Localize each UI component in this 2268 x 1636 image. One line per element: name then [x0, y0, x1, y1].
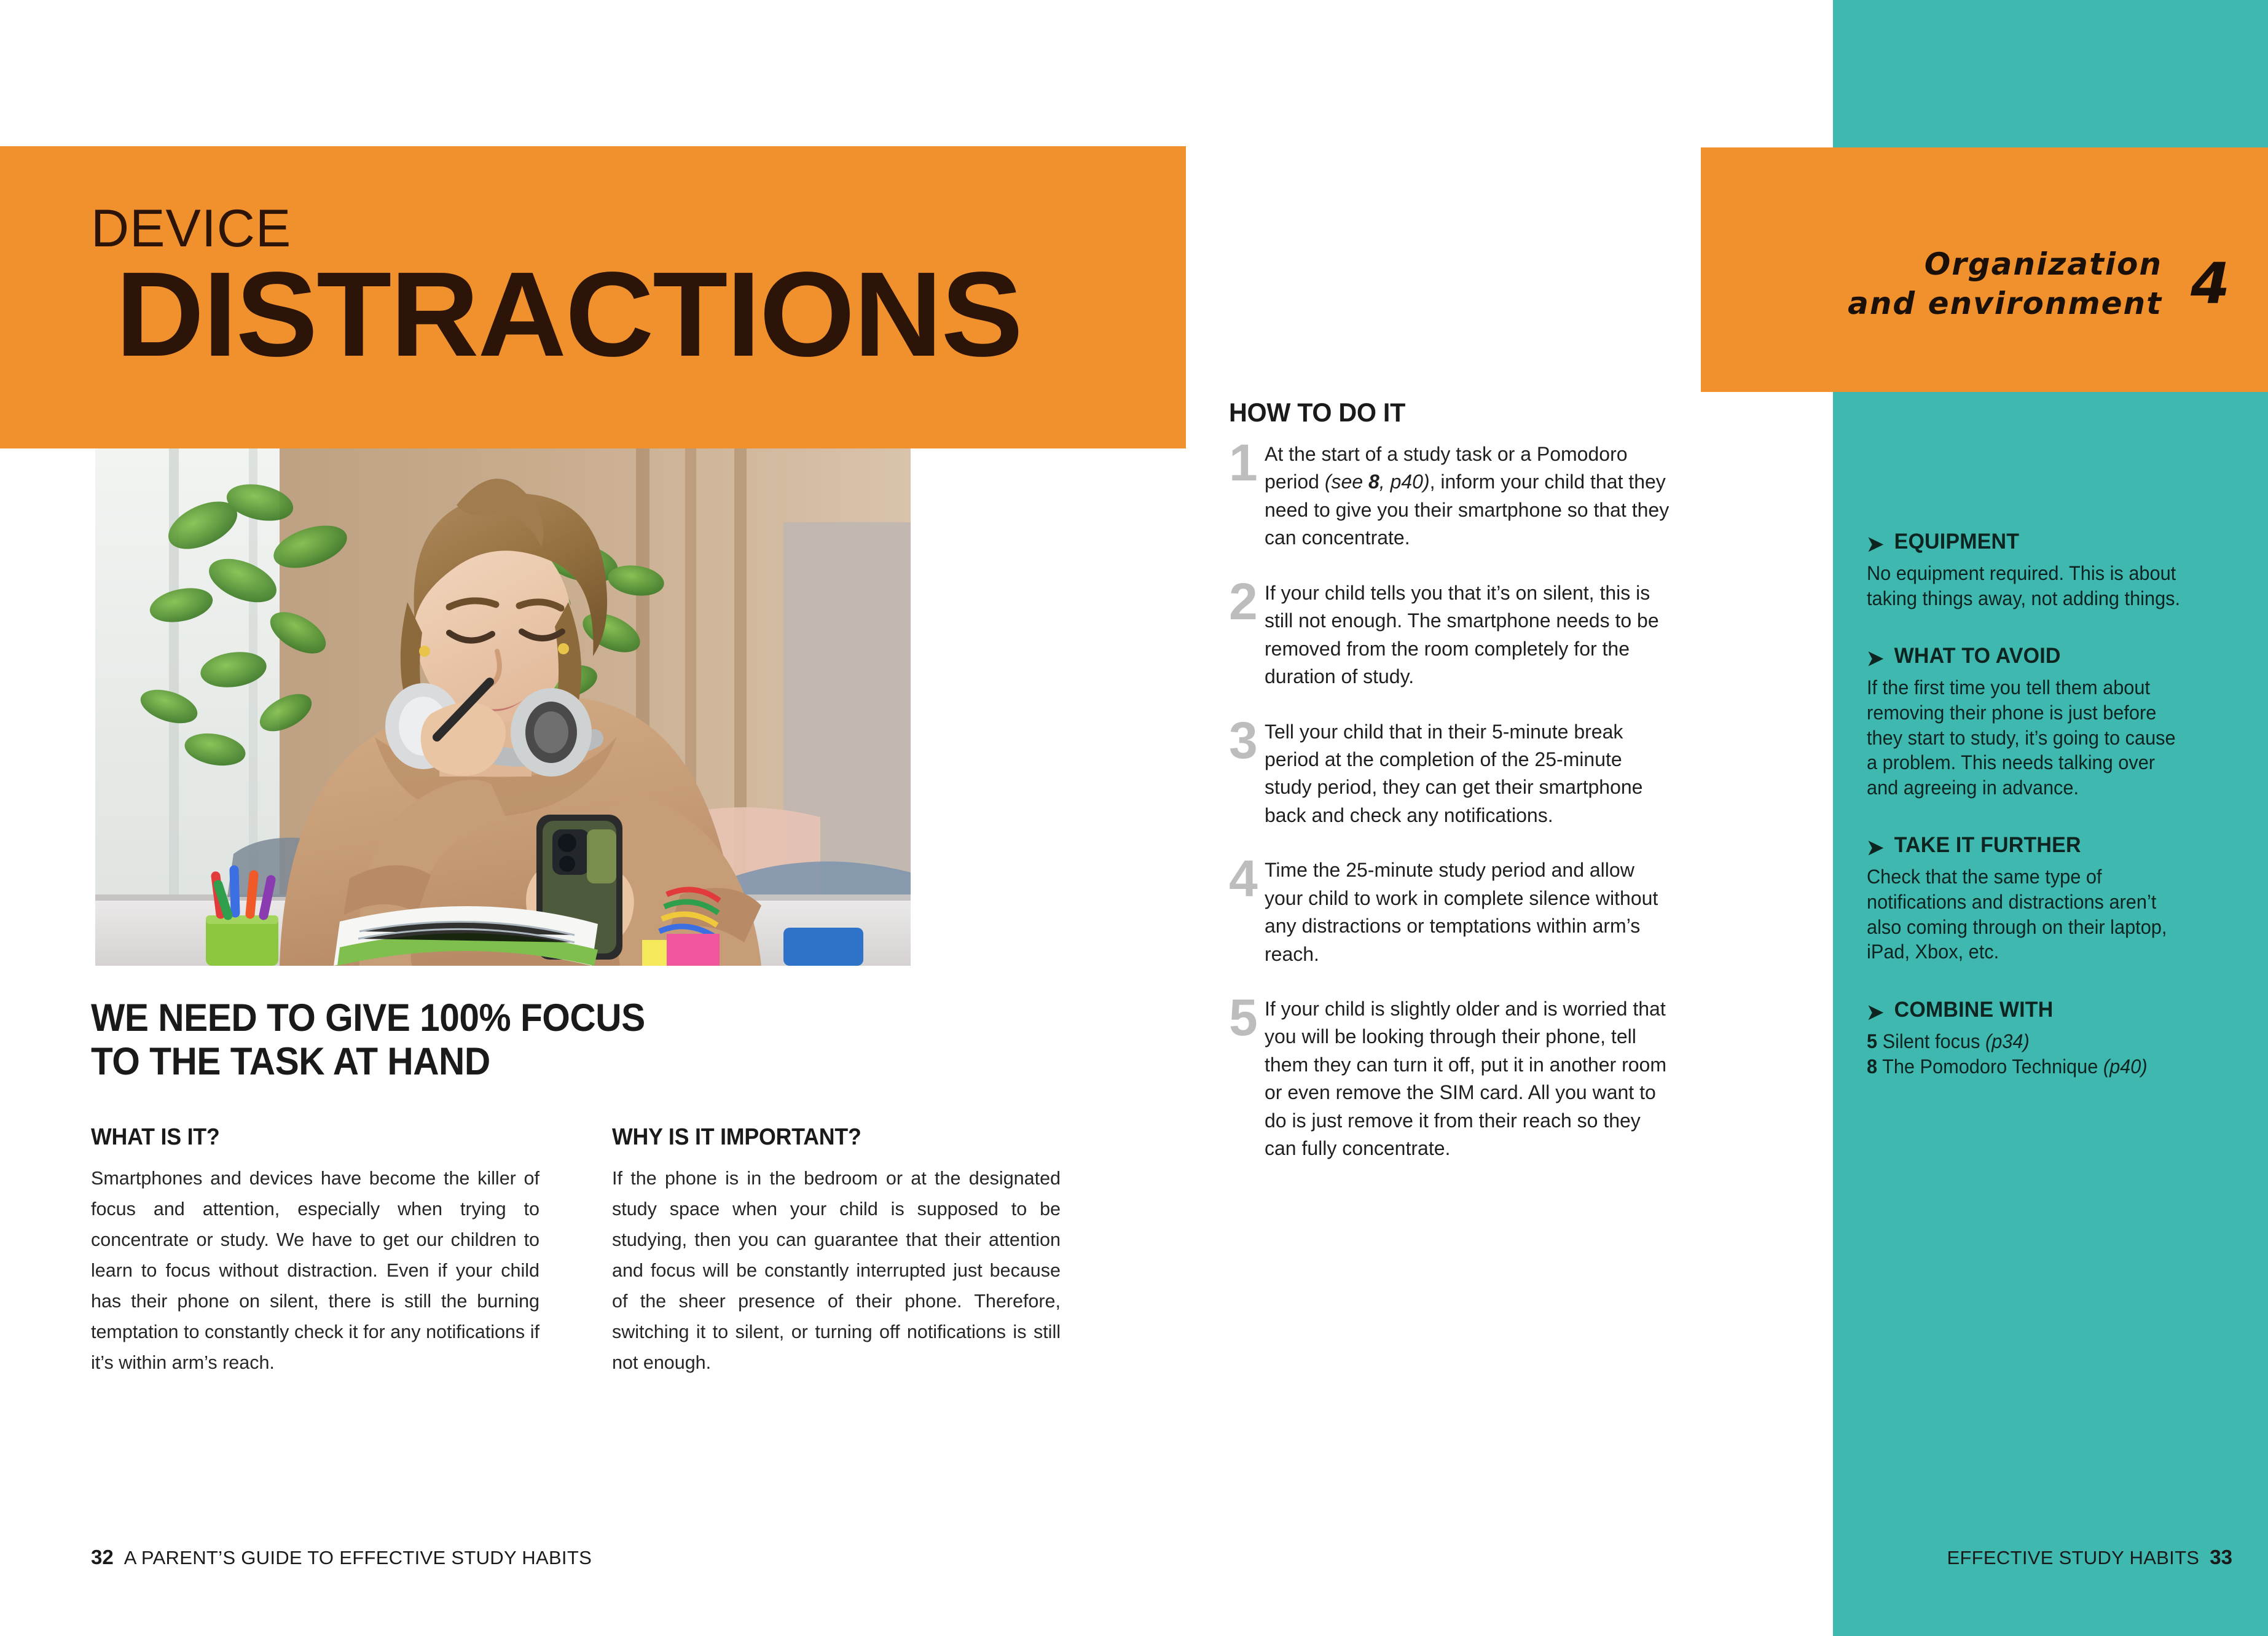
section-headline	[91, 996, 891, 1084]
arrow-right-icon: ➤	[1867, 533, 1884, 556]
sidebar-heading-equipment	[1867, 530, 2189, 554]
sidebar-body-take-it-further: Check that the same type of notifications and distractions aren’t also coming through on their laptop, iPad, Xbox, etc.	[1867, 866, 2167, 963]
sidebar-heading-label: COMBINE WITH	[1894, 997, 2054, 1022]
sidebar-heading-label: TAKE IT FURTHER	[1894, 833, 2081, 858]
sidebar-section-take-it-further	[1867, 833, 2199, 965]
footer-left-page-number: 32	[91, 1546, 114, 1568]
chapter-title	[1848, 245, 2162, 323]
step-ref-italic: (see	[1324, 471, 1368, 493]
step-number: 3	[1229, 711, 1258, 769]
step-text-pre: At the start of a study task or a Pomodoro period	[1265, 443, 1628, 493]
combine-item-number: 8	[1867, 1055, 1878, 1078]
footer-left	[91, 1546, 592, 1569]
sidebar-heading-combine-with	[1867, 998, 2189, 1022]
sidebar-sections	[1867, 530, 2199, 1113]
combine-item-page: (p40)	[2103, 1055, 2148, 1078]
combine-with-item[interactable]	[1867, 1029, 2185, 1055]
chapter-title-line-1: Organization	[1924, 246, 2162, 282]
sidebar-heading-what-to-avoid	[1867, 644, 2189, 671]
arrow-right-icon: ➤	[1867, 647, 1884, 671]
arrow-right-icon: ➤	[1867, 1000, 1884, 1024]
headline-line-2: TO THE TASK AT HAND	[91, 1040, 490, 1084]
step-number: 2	[1229, 572, 1258, 630]
step-text: Time the 25-minute study period and allow your child to work in complete silence without any distractions or temptations within arm’s reach.	[1265, 859, 1658, 965]
step-text: If your child tells you that it’s on silent, this is still not enough. The smartphone needs to be removed from the room completely for the duration of study.	[1265, 581, 1659, 688]
combine-with-item[interactable]	[1867, 1054, 2185, 1080]
combine-item-page: (p34)	[1985, 1030, 2030, 1052]
footer-left-book-title: A PARENT’S GUIDE TO EFFECTIVE STUDY HABITS	[124, 1547, 592, 1568]
sidebar-body-what-to-avoid: If the first time you tell them about removing their phone is just before they start to study, it’s going to cause a problem. This needs talking over and agreeing in advance.	[1867, 676, 2176, 799]
how-to-do-it-section	[1229, 398, 1671, 1190]
column-body-why-is-it-important: If the phone is in the bedroom or at the designated study space when your child is supposed to be studying, then you can guarantee that their attention and focus will be constantly interrupted just because of the sheer presence of their phone. Therefore, switching it to silent, or turning off notifications is still not enough.	[612, 1168, 1061, 1374]
step-ref-bold: 8	[1368, 471, 1379, 493]
step-text-post: , inform your child that they need to give you their smartphone so that they can concentrate.	[1265, 471, 1670, 549]
step-number: 4	[1229, 850, 1258, 908]
sidebar-heading-take-it-further	[1867, 833, 2189, 858]
chapter-number: 4	[2190, 251, 2230, 316]
column-heading-why-is-it-important: WHY IS IT IMPORTANT?	[612, 1124, 861, 1150]
sidebar-body-equipment: No equipment required. This is about taking things away, not adding things.	[1867, 562, 2181, 609]
title-main: DISTRACTIONS	[116, 247, 1022, 382]
step-text: Tell your child that in their 5-minute break period at the completion of the 25-minute study period, they can get their smartphone back and check any notifications.	[1265, 720, 1643, 826]
how-to-step	[1229, 572, 1671, 691]
how-to-step	[1229, 434, 1671, 552]
step-number: 1	[1229, 434, 1258, 491]
combine-item-title: The Pomodoro Technique	[1882, 1055, 2098, 1078]
how-to-step	[1229, 711, 1671, 830]
column-body-what-is-it: Smartphones and devices have become the killer of focus and attention, especially when trying to concentrate or study. We have to get our children to learn to focus without distraction. Even if your child has their phone on silent, there is still the burning temptation to constantly check it for any notifications if it’s within arm’s reach.	[91, 1168, 540, 1374]
footer-right-book-title: EFFECTIVE STUDY HABITS	[1947, 1547, 2200, 1568]
footer-right	[1833, 1546, 2232, 1569]
sidebar-section-equipment	[1867, 530, 2199, 611]
step-ref-italic-tail: , p40)	[1379, 471, 1430, 493]
step-text: If your child is slightly older and is worried that you will be looking through their phone, tell them they can turn it off, put it in another room or even remove the SIM card. All you want to do is just remove it from their reach so they can fully concentrate.	[1265, 998, 1666, 1160]
column-what-is-it	[91, 1124, 540, 1378]
arrow-right-icon: ➤	[1867, 836, 1884, 860]
how-to-step	[1229, 988, 1671, 1163]
footer-right-page-number: 33	[2210, 1546, 2232, 1568]
column-why-is-it-important	[612, 1124, 1061, 1378]
step-number: 5	[1229, 988, 1258, 1046]
chapter-header	[1701, 245, 2268, 323]
combine-item-number: 5	[1867, 1030, 1878, 1052]
sidebar-heading-label: EQUIPMENT	[1894, 530, 2020, 554]
how-to-step	[1229, 850, 1671, 968]
title-kicker: DEVICE	[91, 199, 292, 258]
sidebar-section-combine-with	[1867, 998, 2199, 1080]
headline-line-1: WE NEED TO GIVE 100% FOCUS	[91, 996, 645, 1039]
page-title	[91, 199, 1136, 382]
study-photo-illustration	[95, 448, 911, 966]
chapter-title-line-2: and environment	[1848, 286, 2162, 321]
combine-item-title: Silent focus	[1882, 1030, 1980, 1052]
study-photo	[95, 448, 911, 966]
sidebar-heading-label: WHAT TO AVOID	[1894, 644, 2061, 668]
sidebar-section-what-to-avoid	[1867, 644, 2199, 800]
body-columns	[91, 1124, 1074, 1378]
how-to-do-it-heading: HOW TO DO IT	[1229, 398, 1406, 428]
column-heading-what-is-it: WHAT IS IT?	[91, 1124, 220, 1150]
step-text	[1265, 440, 1671, 552]
